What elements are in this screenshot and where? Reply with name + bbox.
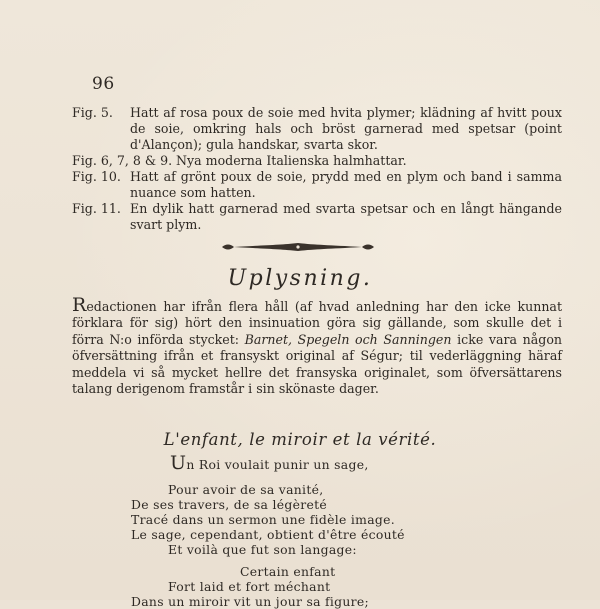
poem-line: Le sage, cependant, obtient d'être écouté xyxy=(131,527,405,542)
poem-line: Certain enfant xyxy=(240,564,336,579)
poem-title: L'enfant, le miroir et la vérité. xyxy=(163,430,437,449)
drop-cap: U xyxy=(170,452,187,474)
figure-label: Fig. 6, 7, 8 & 9. xyxy=(72,153,173,168)
italic-title: Barnet, Spegeln och Sanningen xyxy=(244,331,452,347)
intro-text: icke vara någon öfversättning ifrån et fransyskt original af Ségur; til vederläggning häraf meddela vi så mycket hellre det fransyska originalet, som öfversättarens talang derigenom framstår i sin skönaste dager. xyxy=(72,331,563,397)
figure-label: Fig. 5. xyxy=(72,105,113,120)
drop-cap: R xyxy=(72,294,87,316)
figure-description: Hatt af rosa poux de soie med hvita plymer; klädning af hvitt poux de soie, omkring hals och bröst garnerad med spetsar (point d'Alançon); gula handskar, svarta skor. xyxy=(130,105,562,152)
poem-line-text: n Roi voulait punir un sage, xyxy=(186,457,369,472)
figure-description: En dylik hatt garnerad med svarta spetsar och en långt hängande svart plym. xyxy=(130,201,562,232)
figure-description: Hatt af grönt poux de soie, prydd med en plym och band i samma nuance som hatten. xyxy=(130,169,562,200)
figure-caption xyxy=(72,169,562,201)
poem-line: De ses travers, de sa légèreté xyxy=(131,497,327,512)
figure-caption xyxy=(72,105,562,153)
intro-paragraph xyxy=(72,294,563,397)
figure-label: Fig. 10. xyxy=(72,169,121,184)
poem-line xyxy=(170,452,369,474)
page-number: 96 xyxy=(92,74,115,94)
poem-line: Pour avoir de sa vanité, xyxy=(168,482,324,497)
poem-line: Et voilà que fut son langage: xyxy=(168,542,357,557)
figure-caption xyxy=(72,201,562,233)
poem-line: Fort laid et fort méchant xyxy=(168,579,331,594)
poem-line: Tracé dans un sermon une fidèle image. xyxy=(131,512,396,527)
intro-text: edactionen har ifrån flera håll (af hvad anledning har den icke kunnat förklara för sig) hört den insinuation göra sig gällande, som skulle det i förra N:o införda stycket: xyxy=(72,299,562,347)
ornamental-divider xyxy=(218,240,378,254)
figure-caption xyxy=(72,153,562,169)
figure-description: Nya moderna Italienska halmhattar. xyxy=(176,153,407,168)
poem-line: Dans un miroir vit un jour sa figure; xyxy=(131,594,370,609)
section-heading: Uplysning. xyxy=(227,266,373,291)
figure-label: Fig. 11. xyxy=(72,201,121,216)
figure-caption-list xyxy=(72,105,562,233)
